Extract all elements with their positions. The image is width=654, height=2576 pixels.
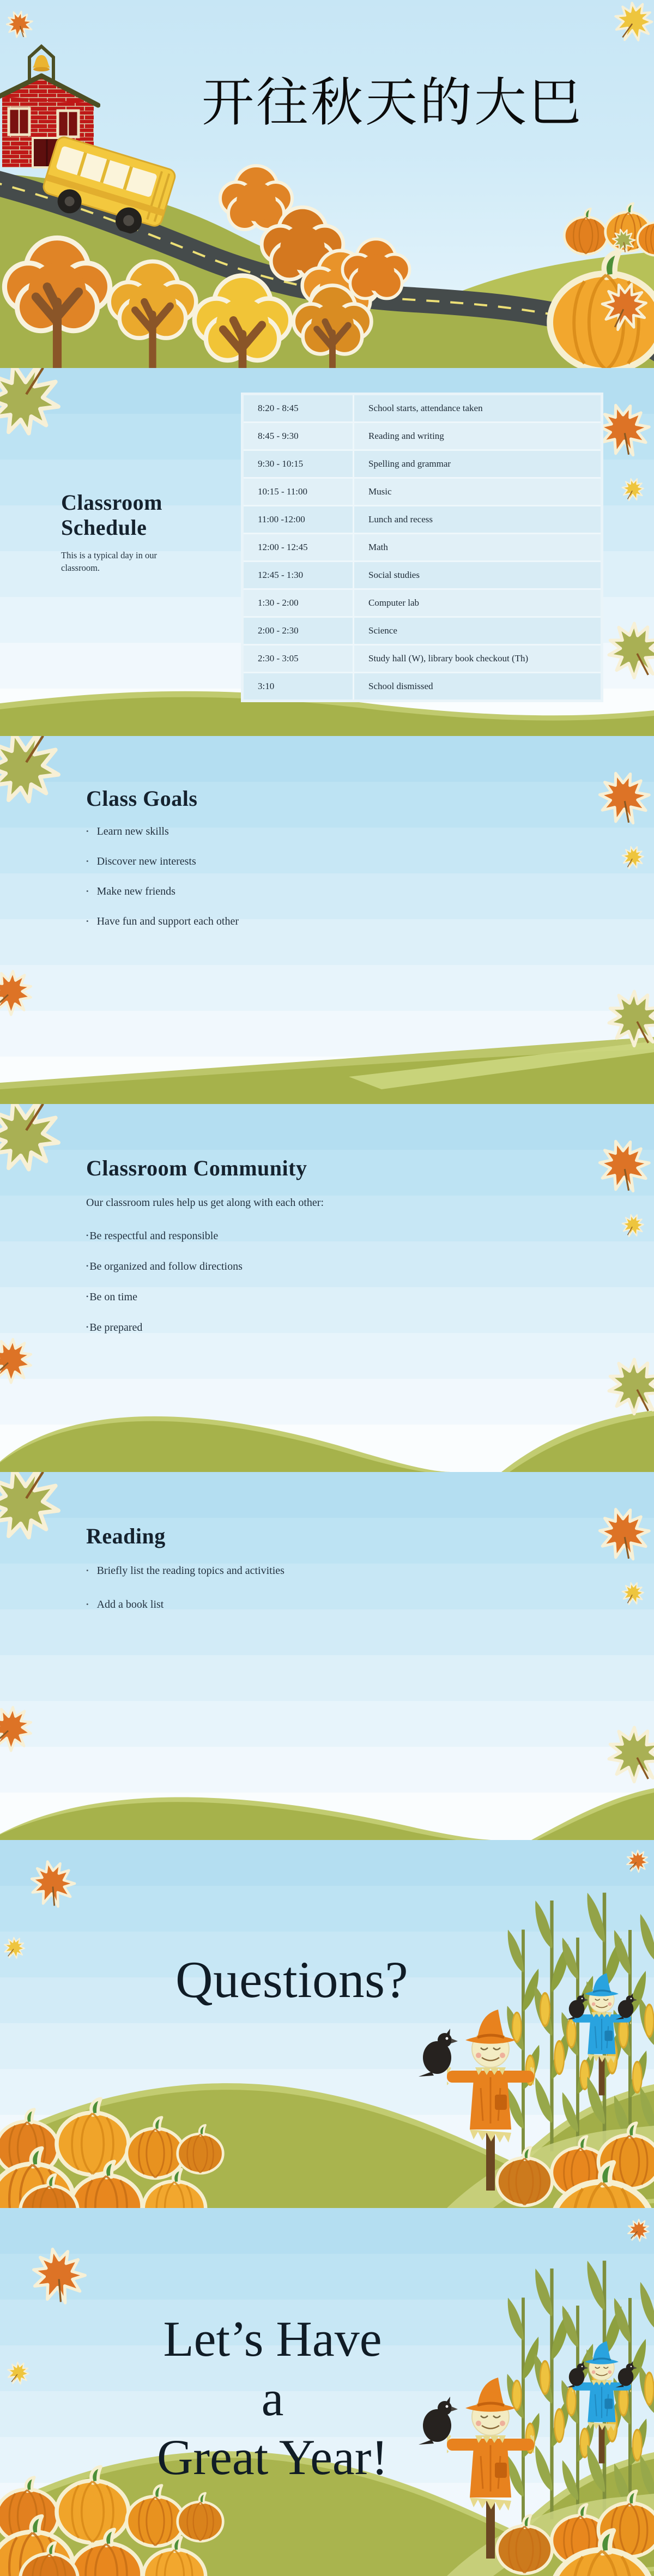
activity-cell: Study hall (W), library book checkout (Th): [354, 645, 601, 672]
intro-text: Our classroom rules help us get along with each other:: [86, 1197, 324, 1209]
bullet-icon: •: [86, 827, 89, 835]
slide-title: [0, 0, 654, 368]
hill-right: [537, 1793, 654, 1840]
time-cell: 11:00 -12:00: [244, 506, 353, 533]
bullet-icon: •: [86, 887, 89, 895]
bullet-icon: •: [86, 1262, 89, 1270]
activity-cell: Lunch and recess: [354, 506, 601, 533]
bullet-text: Be organized and follow directions: [89, 1260, 243, 1272]
slide-class-goals: [0, 736, 654, 1104]
bullet-text: Briefly list the reading topics and activities: [96, 1565, 284, 1577]
bullet-icon: •: [86, 1566, 89, 1574]
time-cell: 12:45 - 1:30: [244, 562, 353, 588]
bullet-icon: •: [86, 857, 89, 865]
activity-cell: Music: [354, 479, 601, 505]
maple-leaf-icon: [0, 368, 71, 447]
activity-cell: Reading and writing: [354, 423, 601, 449]
maple-leaf-icon: [608, 0, 654, 49]
time-cell: 9:30 - 10:15: [244, 451, 353, 477]
title-slide-illustration: [0, 0, 654, 368]
maple-leaf-icon: [27, 1857, 78, 1911]
maple-leaf-icon: [619, 475, 647, 504]
pumpkin: [564, 209, 607, 255]
slide-title: Classroom Schedule: [61, 490, 162, 540]
bullet-text: Be on time: [89, 1291, 137, 1303]
maple-leaf-icon: [0, 962, 41, 1025]
bullet-icon: •: [86, 1232, 89, 1239]
maple-leaf-icon: [593, 1501, 654, 1567]
slide-subtitle: This is a typical day in our classroom.: [61, 550, 157, 574]
bullet-text: Discover new interests: [96, 855, 196, 867]
maple-leaf-icon: [0, 1472, 71, 1551]
maple-leaf-icon: [593, 765, 654, 831]
slide-classroom-schedule: [0, 368, 654, 736]
slide-reading: [0, 1472, 654, 1840]
time-cell: 3:10: [244, 673, 353, 699]
maple-leaf-icon: [597, 1716, 654, 1794]
slide-title: Class Goals: [86, 786, 198, 811]
time-cell: 10:15 - 11:00: [244, 479, 353, 505]
bullet-text: Make new friends: [96, 885, 175, 897]
corn-stalk: [507, 1929, 540, 2154]
hill-right: [510, 1416, 654, 1472]
maple-leaf-icon: [622, 1846, 653, 1877]
bullet-icon: •: [86, 1293, 89, 1300]
bullet-list: [86, 824, 500, 944]
maple-leaf-icon: [597, 612, 654, 690]
maple-leaf-icon: [3, 2358, 33, 2388]
bullet-text: Be respectful and responsible: [89, 1230, 219, 1242]
crow-icon: [419, 2029, 458, 2077]
bullet-list: [86, 1564, 500, 1631]
activity-cell: Science: [354, 618, 601, 644]
time-cell: 8:20 - 8:45: [244, 395, 353, 421]
schedule-table: [241, 393, 603, 702]
corn-stalk: [507, 2297, 540, 2522]
bullet-text: Be prepared: [89, 1322, 143, 1334]
closing-line-1: Let’s Have a: [163, 2311, 382, 2426]
autumn-tree: [342, 239, 409, 298]
slide-classroom-community: [0, 1104, 654, 1472]
maple-leaf-icon: [619, 843, 647, 872]
bullet-icon: •: [86, 1323, 89, 1331]
activity-cell: Social studies: [354, 562, 601, 588]
activity-cell: Computer lab: [354, 590, 601, 616]
crow-icon: [419, 2397, 458, 2445]
maple-leaf-icon: [593, 1133, 654, 1199]
bullet-icon: •: [86, 1600, 89, 1608]
time-cell: 1:30 - 2:00: [244, 590, 353, 616]
questions-slide-illustration: [0, 1840, 654, 2208]
slide-questions: [0, 1840, 654, 2208]
bullet-list: [86, 1196, 500, 1350]
activity-cell: School dismissed: [354, 673, 601, 699]
activity-cell: Spelling and grammar: [354, 451, 601, 477]
slide-title: Questions?: [175, 1951, 409, 2008]
closing-line-2: Great Year!: [156, 2429, 389, 2485]
maple-leaf-icon: [0, 1698, 41, 1761]
maple-leaf-icon: [619, 1211, 647, 1240]
deck-title: 开往秋天的大巴: [202, 74, 583, 132]
slide-title: Classroom Community: [86, 1156, 307, 1180]
bullet-text: Add a book list: [96, 1598, 164, 1610]
time-cell: 8:45 - 9:30: [244, 423, 353, 449]
maple-leaf-icon: [0, 1933, 29, 1963]
maple-leaf-icon: [0, 736, 71, 815]
maple-leaf-icon: [619, 1579, 647, 1608]
slide-closing: [0, 2208, 654, 2576]
maple-leaf-icon: [0, 1104, 71, 1183]
time-cell: 2:00 - 2:30: [244, 618, 353, 644]
maple-leaf-icon: [2, 7, 37, 43]
activity-cell: Math: [354, 534, 601, 560]
bullet-text: Learn new skills: [96, 825, 169, 837]
maple-leaf-icon: [623, 2215, 654, 2246]
time-cell: 2:30 - 3:05: [244, 645, 353, 672]
maple-leaf-icon: [0, 1330, 41, 1393]
activity-cell: School starts, attendance taken: [354, 395, 601, 421]
slide-title: Reading: [86, 1524, 166, 1548]
bullet-text: Have fun and support each other: [96, 915, 239, 927]
closing-title: [147, 2309, 398, 2487]
maple-leaf-icon: [28, 2243, 90, 2308]
time-cell: 12:00 - 12:45: [244, 534, 353, 560]
bullet-icon: •: [86, 917, 89, 925]
